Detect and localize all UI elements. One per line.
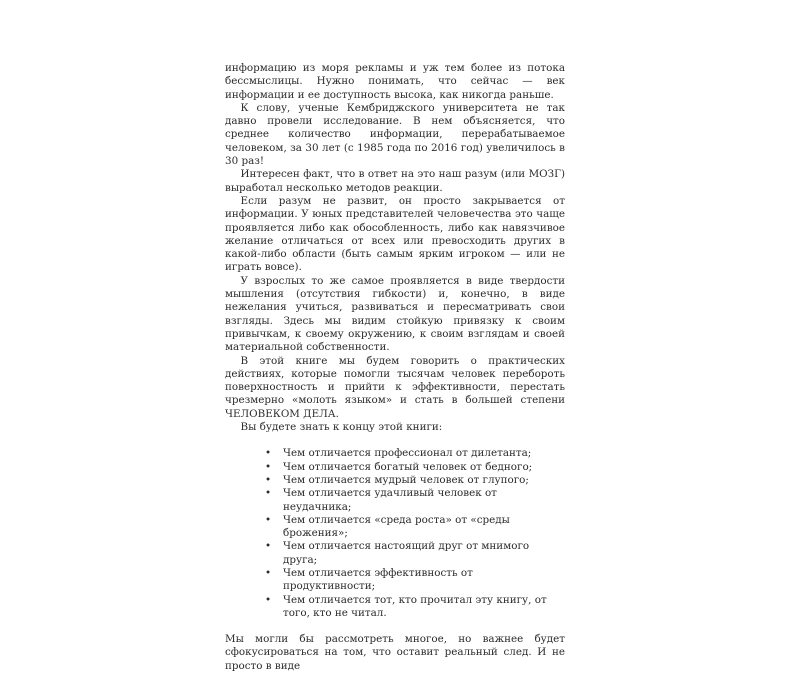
bullet-icon: •	[265, 513, 272, 526]
list-item-text: Чем отличается профессионал от дилетанта;	[283, 447, 532, 460]
list-item	[265, 474, 565, 487]
list-item-text: Чем отличается богатый человек от бедного;	[283, 460, 533, 473]
bullet-icon: •	[265, 447, 272, 460]
bullet-icon: •	[265, 460, 272, 473]
paragraph-4: Если разум не развит, он просто закрывается от информации. У юных представителей человечества это чаще проявляется либо как обособленность, либо как навязчивое желание отличаться от всех или превосходить других в какой-либо области (быть самым ярким игроком — или не играть вовсе).	[225, 194, 565, 274]
bullet-icon: •	[265, 473, 272, 486]
paragraph-8: Мы могли бы рассмотреть многое, но важнее будет сфокусироваться на том, что оставит реальный след. И не просто в виде	[225, 633, 565, 672]
list-item-text: Чем отличается мудрый человек от глупого;	[283, 473, 529, 486]
paragraph-2: К слову, ученые Кембриджского университета не так давно провели исследование. В нем объясняется, что среднее количество информации, перерабатываемое человеком, за 30 лет (с 1985 года по 2016 год) увеличилось в 30 раз!	[225, 101, 565, 168]
paragraph-7: Вы будете знать к концу этой книги:	[240, 421, 443, 434]
bullet-icon: •	[265, 540, 272, 553]
bullet-list	[265, 447, 565, 620]
list-item	[265, 540, 565, 567]
book-page	[225, 62, 565, 673]
list-item-text: Чем отличается удачливый человек от неудачника;	[283, 487, 497, 513]
list-item	[265, 514, 565, 541]
list-item	[265, 487, 565, 514]
list-item	[265, 447, 565, 460]
bullet-icon: •	[265, 566, 272, 579]
bullet-icon: •	[265, 487, 272, 500]
bullet-icon: •	[265, 593, 272, 606]
paragraph-5: У взрослых то же самое проявляется в виде твердости мышления (отсутствия гибкости) и, конечно, в виде нежелания учиться, развиваться и пересматривать свои взгляды. Здесь мы видим стойкую привязку к своим привычкам, к своему окружению, к своим взглядам и своей материальной собственности.	[225, 274, 565, 354]
list-item	[265, 567, 565, 594]
list-item-text: Чем отличается настоящий друг от мнимого друга;	[283, 540, 530, 566]
paragraph-3: Интересен факт, что в ответ на это наш разум (или МОЗГ) выработал несколько методов реакции.	[225, 168, 565, 194]
paragraph-1: информацию из моря рекламы и уж тем более из потока бессмыслицы. Нужно понимать, что сейчас — век информации и ее доступность высока, как никогда раньше.	[225, 62, 565, 101]
list-item-text: Чем отличается тот, кто прочитал эту книгу, от того, кто не читал.	[283, 593, 547, 619]
list-item-text: Чем отличается «среда роста» от «среды брожения»;	[283, 513, 510, 540]
paragraph-6: В этой книге мы будем говорить о практических действиях, которые помогли тысячам человек перебороть поверхностность и прийти к эффективности, перестать чрезмерно «молоть языком» и стать в большей степени ЧЕЛОВЕКОМ ДЕЛА.	[225, 354, 565, 420]
list-item	[265, 594, 565, 621]
list-item	[265, 461, 565, 474]
list-item-text: Чем отличается эффективность от продуктивности;	[283, 566, 473, 593]
